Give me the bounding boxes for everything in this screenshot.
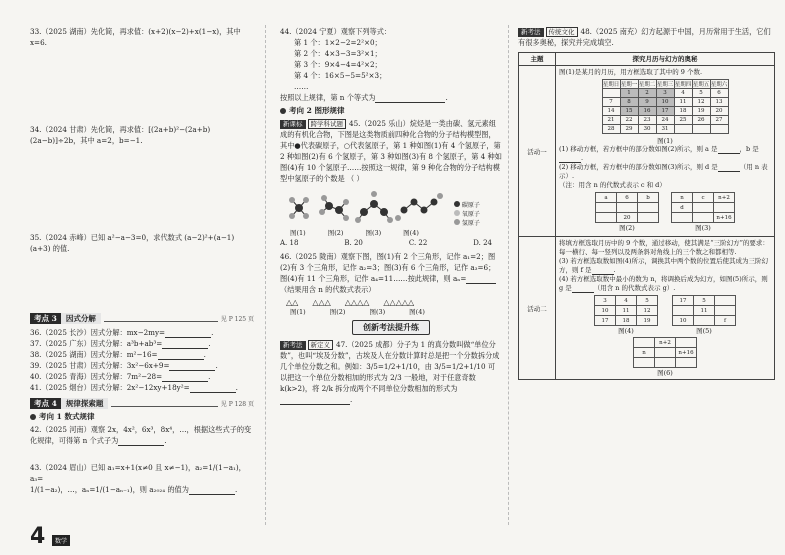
column-middle: [268, 0, 506, 555]
badge-traditional-culture: 传统文化: [546, 27, 578, 37]
option-b[interactable]: B. 20: [344, 239, 363, 247]
badge-new-method: 新考法: [518, 28, 544, 37]
section-ref: 见 P 128 页: [220, 400, 254, 408]
badge-cross-subject: 跨学科试题: [308, 119, 347, 129]
question-48: 新考法 传统文化 48.（2025 南充）幻方起源于中国，月历常用于生活，它们有很多奥秘，探究并完成填空.: [518, 27, 771, 47]
figure-5: 17 5 11 10 f 图(5): [672, 295, 736, 335]
molecule-models-image: [284, 188, 444, 228]
triangle-figures: [286, 298, 502, 307]
table-header-title: 探究月历与幻方的奥秘: [556, 53, 775, 66]
figure-3: n c n+2 d n+16 图(3): [671, 192, 735, 232]
figure-4: 3 4 5 10 11 12 17 18 19 图(4): [594, 295, 658, 335]
molecule-figures: [284, 188, 502, 228]
choice-options: [280, 239, 502, 247]
option-c[interactable]: C. 22: [408, 239, 428, 247]
activity-1-label: 活动一: [519, 66, 556, 237]
molecule-figure-labels: 图(1) 图(2) 图(3) 图(4): [290, 229, 419, 237]
triangle-figure-4: △△△△△: [383, 298, 415, 307]
question-44: 44.（2024 宁夏）观察下列等式：: [280, 27, 392, 36]
calendar-row: 1 2 3 4 5 6: [602, 89, 728, 98]
triangle-figure-labels: 图(1) 图(2) 图(3) 图(4): [290, 308, 425, 316]
direction-2: 考向 2 图形规律: [280, 106, 502, 116]
activity-table: [518, 52, 775, 380]
badge-new-method: 新考法: [280, 341, 306, 350]
column-divider: [265, 25, 266, 525]
calendar-row: 14 15 16 17 18 19 20: [602, 107, 728, 116]
section-key: 考点 4: [30, 398, 61, 409]
figures-2-3: [559, 192, 771, 232]
section-header-3: [30, 312, 254, 324]
triangle-figure-1: △△: [286, 298, 299, 307]
calendar-row: 21 22 23 24 25 26 27: [602, 116, 728, 125]
equation-line: 第 2 个：4×3−3=3²×1；: [294, 49, 382, 58]
activity-2-q4: (4) 若方框选取数中最小的数为 n，将调换后成为幻方，如图(5)所示，则 g 是 （用含 n 的代数式表示 g）.: [559, 275, 768, 292]
equation-line: 第 1 个：1×2−2=2²×0；: [294, 38, 382, 47]
equation-line: 第 4 个：16×5−5=5²×3；: [294, 71, 387, 80]
table-header-topic: 主题: [519, 53, 556, 66]
triangle-figure-3: △△△△: [344, 298, 370, 307]
question-36: 36.（2025 长沙）因式分解：mx−2my= .: [30, 328, 214, 337]
activity-1-q2: (2) 移动方框，若方框中的部分数如图(3)所示，则 d 是 （用 n 表示）.: [559, 163, 768, 180]
figure-2: a 6 b 20 图(2): [595, 192, 659, 232]
question-39: 39.（2025 甘肃）因式分解：3x²−6x+9= .: [30, 361, 218, 370]
calendar-row: 7 8 9 10 11 12 13: [602, 98, 728, 107]
activity-1-text: 图(1)是某月的月历，用方框选取了其中的 9 个数.: [559, 68, 703, 76]
activity-1-q1: (1) 移动方框，若方框中的部分数如图(2)所示，则 a 是 ，b 是.: [559, 145, 759, 162]
pin-icon: [280, 108, 286, 114]
question-40: 40.（2025 青海）因式分解：7m²−28= .: [30, 372, 211, 381]
question-37: 37.（2025 广东）因式分解：a³b+ab³= .: [30, 339, 211, 348]
activity-2-label: 活动二: [519, 237, 556, 380]
question-47: 新考法 新定义 47.（2025 成都）分子为 1 的真分数叫做“单位分数”，也叫“埃及分数”，古埃及人在分数计算时总是把一个分数拆分成几个单位分数之和。例如：3/5=1/2+1/10，由 3/5=1/2+1/10 可以把这一个单位分数相加的形式为 2/3 一般地，对于任意奇数 k(k>2)，将 2/k 拆分成两个不同单位分数相加的形式为.: [280, 340, 500, 404]
question-46: 46.（2025 陇南）观察下图，图(1)有 2 个三角形，记作 a₁=2；图(2)有 3 个三角形，记作 a₂=3；图(3)有 6 个三角形，记作 a₃=6；图(4)有 11 个三角形，记作 a₄=11……按此规律，则 aₙ=（结果用含 n 的代数式表示）: [280, 252, 496, 294]
equation-list: [280, 37, 502, 92]
option-a[interactable]: A. 18: [280, 239, 299, 247]
question-45: 新课标 跨学科试题 45.（2025 乐山）烷烃是一类由碳、氢元素组成的有机化合物，下图是这类物质前四种化合物的分子结构模型图，其中●代表碳原子，○代表氢原子，第 1 种如图(1)有 4 个氢原子，第 2 种如图(2)有 6 个氢原子，第 3 种如图(3)有 8 个氢原子，第 4 种如图(4)有 10 个氢原子……按照这一规律，第 9 种化合物的分子结构模型中氢原子的个数是 （ ）: [280, 119, 502, 183]
figures-4-5: [559, 295, 771, 335]
calendar-row: 28 29 30 31: [602, 125, 728, 134]
badge-new-definition: 新定义: [308, 340, 334, 350]
page-number: 4: [30, 524, 46, 549]
figure-6: n+2 n n+16 图(6): [559, 337, 771, 377]
direction-1: 考向 1 数式规律: [30, 412, 254, 422]
section-title: 因式分解: [61, 313, 101, 324]
question-41: 41.（2025 烟台）因式分解：2x²−12xy+18y²= .: [30, 383, 238, 392]
molecule-legend: 碳原子 氧原子 氢原子: [454, 201, 480, 228]
equation-line: ……: [294, 82, 309, 91]
badge-new-standard: 新课标: [280, 120, 306, 129]
calendar-header-row: 星期日 星期一 星期二 星期三 星期四 星期五 星期六: [602, 80, 728, 89]
column-left: [0, 0, 262, 555]
pin-icon: [30, 414, 36, 420]
section-title: 规律探索题: [61, 398, 109, 409]
question-42: 42.（2025 河南）观察 2x，4x²，6x³，8x⁴，…，根据这些式子的变化规律，可得第 n 个式子为 .: [30, 425, 252, 445]
activity-2-q3: (3) 若方框选取数如图(4)所示，调换其中两个数的位置后使其成为三阶幻方，则 f 是 .: [559, 257, 768, 274]
question-44-end: 按照以上规律，第 n 个等式为 .: [280, 93, 448, 102]
question-43: 43.（2024 眉山）已知 a₁=x+1(x≠0 且 x≠−1)，a₂=1/(1−a₁)，a₃= 1/(1−a₂)，…，aₙ=1/(1−aₙ₋₁)，则 a₂₀₂₄ 的值为 .: [30, 463, 246, 494]
question-34: 34.（2024 甘肃）先化简，再求值：[(2a+b)²−(2a+b)(2a−b)]÷2b，其中 a=2，b=−1.: [30, 125, 211, 145]
calendar-grid: [602, 79, 729, 134]
footer-logo: 数学: [52, 535, 70, 546]
column-divider: [508, 25, 509, 525]
activity-1-note: （注：用含 n 的代数式表示 c 和 d）: [559, 181, 666, 189]
activity-2-text: 将填方框选取月历中的 9 个数，通过移动，使其满足“三阶幻方”的要求：每一横行、每一竖列以及两条斜对角线上的三个数之和都相等.: [559, 239, 769, 256]
question-35: 35.（2024 赤峰）已知 a²−a−3=0，求代数式 (a−2)²+(a−1)(a+3) 的值.: [30, 233, 235, 253]
equation-line: 第 3 个：9×4−4=4²×2；: [294, 60, 382, 69]
question-38: 38.（2025 湖南）因式分解：m²−16= .: [30, 350, 206, 359]
option-d[interactable]: D. 24: [473, 239, 492, 247]
question-33: 33.（2025 湖南）先化简，再求值：(x+2)(x−2)+x(1−x)，其中 x=6.: [30, 27, 241, 47]
section-key: 考点 3: [30, 313, 61, 324]
section-banner: 创新考法提升练: [280, 320, 502, 335]
section-ref: 见 P 125 页: [220, 315, 254, 323]
triangle-figure-2: △△△: [312, 298, 331, 307]
column-right: [510, 0, 785, 555]
figure-1-caption: 图(1): [657, 137, 673, 145]
section-header-4: [30, 397, 254, 409]
